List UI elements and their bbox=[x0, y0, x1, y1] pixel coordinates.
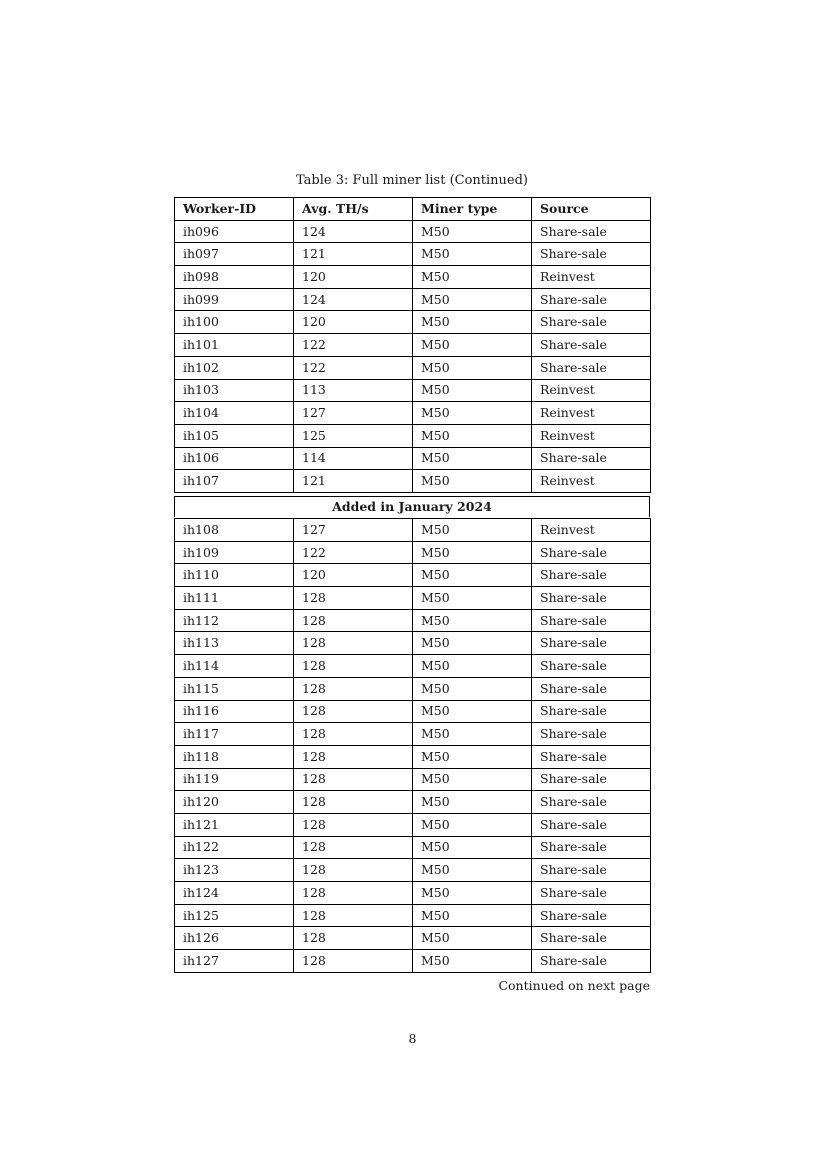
cell-avg-ths: 121 bbox=[294, 243, 413, 266]
cell-source: Share-sale bbox=[532, 836, 651, 859]
cell-source: Share-sale bbox=[532, 768, 651, 791]
cell-worker-id: ih107 bbox=[175, 470, 294, 493]
cell-source: Share-sale bbox=[532, 587, 651, 610]
table-caption: Table 3: Full miner list (Continued) bbox=[295, 173, 528, 188]
cell-miner-type: M50 bbox=[413, 632, 532, 655]
cell-worker-id: ih118 bbox=[175, 745, 294, 768]
cell-worker-id: ih100 bbox=[175, 311, 294, 334]
cell-worker-id: ih108 bbox=[175, 519, 294, 542]
table-row bbox=[175, 609, 651, 632]
cell-source: Reinvest bbox=[532, 519, 651, 542]
cell-worker-id: ih112 bbox=[175, 609, 294, 632]
cell-miner-type: M50 bbox=[413, 243, 532, 266]
table-row bbox=[175, 243, 651, 266]
table-row bbox=[175, 447, 651, 470]
table-row bbox=[175, 950, 651, 973]
cell-miner-type: M50 bbox=[413, 745, 532, 768]
table-row bbox=[175, 402, 651, 425]
cell-source: Share-sale bbox=[532, 541, 651, 564]
cell-miner-type: M50 bbox=[413, 655, 532, 678]
table-row bbox=[175, 700, 651, 723]
cell-source: Share-sale bbox=[532, 311, 651, 334]
cell-miner-type: M50 bbox=[413, 609, 532, 632]
cell-miner-type: M50 bbox=[413, 519, 532, 542]
cell-miner-type: M50 bbox=[413, 904, 532, 927]
table-body-top bbox=[175, 220, 651, 492]
table-row bbox=[175, 379, 651, 402]
cell-worker-id: ih096 bbox=[175, 220, 294, 243]
table-header-row bbox=[175, 198, 651, 221]
cell-miner-type: M50 bbox=[413, 356, 532, 379]
cell-avg-ths: 128 bbox=[294, 768, 413, 791]
cell-avg-ths: 127 bbox=[294, 402, 413, 425]
cell-worker-id: ih119 bbox=[175, 768, 294, 791]
cell-avg-ths: 128 bbox=[294, 609, 413, 632]
cell-miner-type: M50 bbox=[413, 266, 532, 289]
cell-source: Share-sale bbox=[532, 334, 651, 357]
cell-worker-id: ih106 bbox=[175, 447, 294, 470]
cell-worker-id: ih097 bbox=[175, 243, 294, 266]
cell-miner-type: M50 bbox=[413, 311, 532, 334]
cell-worker-id: ih110 bbox=[175, 564, 294, 587]
cell-miner-type: M50 bbox=[413, 379, 532, 402]
table-row bbox=[175, 677, 651, 700]
cell-miner-type: M50 bbox=[413, 541, 532, 564]
table-row bbox=[175, 655, 651, 678]
continued-note: Continued on next page bbox=[498, 978, 650, 993]
cell-worker-id: ih122 bbox=[175, 836, 294, 859]
cell-miner-type: M50 bbox=[413, 791, 532, 814]
cell-worker-id: ih126 bbox=[175, 927, 294, 950]
table-row bbox=[175, 587, 651, 610]
cell-worker-id: ih098 bbox=[175, 266, 294, 289]
cell-worker-id: ih102 bbox=[175, 356, 294, 379]
cell-avg-ths: 128 bbox=[294, 859, 413, 882]
table-row bbox=[175, 836, 651, 859]
section-heading: Added in January 2024 bbox=[174, 496, 650, 517]
cell-source: Share-sale bbox=[532, 447, 651, 470]
cell-source: Reinvest bbox=[532, 402, 651, 425]
cell-source: Share-sale bbox=[532, 723, 651, 746]
table-row bbox=[175, 564, 651, 587]
cell-source: Reinvest bbox=[532, 470, 651, 493]
cell-source: Share-sale bbox=[532, 655, 651, 678]
cell-avg-ths: 128 bbox=[294, 587, 413, 610]
cell-source: Share-sale bbox=[532, 632, 651, 655]
cell-miner-type: M50 bbox=[413, 768, 532, 791]
miner-table-bottom bbox=[174, 518, 651, 973]
cell-miner-type: M50 bbox=[413, 587, 532, 610]
table-row bbox=[175, 424, 651, 447]
cell-miner-type: M50 bbox=[413, 402, 532, 425]
cell-source: Share-sale bbox=[532, 927, 651, 950]
cell-miner-type: M50 bbox=[413, 677, 532, 700]
cell-avg-ths: 128 bbox=[294, 791, 413, 814]
cell-source: Share-sale bbox=[532, 859, 651, 882]
cell-miner-type: M50 bbox=[413, 700, 532, 723]
cell-miner-type: M50 bbox=[413, 470, 532, 493]
cell-avg-ths: 121 bbox=[294, 470, 413, 493]
table-row bbox=[175, 768, 651, 791]
table-row bbox=[175, 519, 651, 542]
cell-source: Share-sale bbox=[532, 609, 651, 632]
cell-avg-ths: 120 bbox=[294, 311, 413, 334]
cell-miner-type: M50 bbox=[413, 813, 532, 836]
cell-source: Share-sale bbox=[532, 813, 651, 836]
header-source: Source bbox=[532, 198, 651, 221]
cell-avg-ths: 128 bbox=[294, 904, 413, 927]
cell-miner-type: M50 bbox=[413, 564, 532, 587]
cell-worker-id: ih125 bbox=[175, 904, 294, 927]
table-row bbox=[175, 334, 651, 357]
cell-avg-ths: 128 bbox=[294, 700, 413, 723]
cell-worker-id: ih115 bbox=[175, 677, 294, 700]
cell-avg-ths: 128 bbox=[294, 677, 413, 700]
cell-worker-id: ih101 bbox=[175, 334, 294, 357]
table-row bbox=[175, 813, 651, 836]
cell-worker-id: ih103 bbox=[175, 379, 294, 402]
cell-miner-type: M50 bbox=[413, 424, 532, 447]
cell-avg-ths: 124 bbox=[294, 220, 413, 243]
cell-avg-ths: 122 bbox=[294, 356, 413, 379]
table-row bbox=[175, 288, 651, 311]
table-row bbox=[175, 266, 651, 289]
cell-avg-ths: 128 bbox=[294, 950, 413, 973]
cell-source: Share-sale bbox=[532, 700, 651, 723]
cell-source: Share-sale bbox=[532, 243, 651, 266]
header-miner-type: Miner type bbox=[413, 198, 532, 221]
table-row bbox=[175, 470, 651, 493]
cell-source: Share-sale bbox=[532, 904, 651, 927]
table-row bbox=[175, 723, 651, 746]
cell-miner-type: M50 bbox=[413, 288, 532, 311]
table-row bbox=[175, 882, 651, 905]
cell-source: Share-sale bbox=[532, 677, 651, 700]
cell-worker-id: ih109 bbox=[175, 541, 294, 564]
cell-miner-type: M50 bbox=[413, 927, 532, 950]
cell-source: Share-sale bbox=[532, 564, 651, 587]
cell-source: Share-sale bbox=[532, 356, 651, 379]
cell-source: Reinvest bbox=[532, 266, 651, 289]
cell-avg-ths: 120 bbox=[294, 266, 413, 289]
cell-avg-ths: 128 bbox=[294, 927, 413, 950]
cell-worker-id: ih124 bbox=[175, 882, 294, 905]
cell-miner-type: M50 bbox=[413, 723, 532, 746]
page-number: 8 bbox=[408, 1031, 417, 1046]
cell-worker-id: ih127 bbox=[175, 950, 294, 973]
table-body-bottom bbox=[175, 519, 651, 973]
cell-miner-type: M50 bbox=[413, 882, 532, 905]
cell-worker-id: ih116 bbox=[175, 700, 294, 723]
miner-table-top bbox=[174, 197, 651, 493]
cell-avg-ths: 113 bbox=[294, 379, 413, 402]
cell-source: Share-sale bbox=[532, 745, 651, 768]
cell-source: Share-sale bbox=[532, 882, 651, 905]
cell-avg-ths: 120 bbox=[294, 564, 413, 587]
cell-avg-ths: 122 bbox=[294, 541, 413, 564]
table-row bbox=[175, 541, 651, 564]
header-avg-ths: Avg. TH/s bbox=[294, 198, 413, 221]
table-row bbox=[175, 859, 651, 882]
table-row bbox=[175, 927, 651, 950]
cell-avg-ths: 122 bbox=[294, 334, 413, 357]
cell-worker-id: ih104 bbox=[175, 402, 294, 425]
header-worker-id: Worker-ID bbox=[175, 198, 294, 221]
cell-worker-id: ih105 bbox=[175, 424, 294, 447]
table-row bbox=[175, 632, 651, 655]
table-row bbox=[175, 791, 651, 814]
cell-miner-type: M50 bbox=[413, 950, 532, 973]
cell-worker-id: ih099 bbox=[175, 288, 294, 311]
cell-source: Share-sale bbox=[532, 288, 651, 311]
cell-avg-ths: 128 bbox=[294, 632, 413, 655]
cell-avg-ths: 128 bbox=[294, 882, 413, 905]
cell-source: Share-sale bbox=[532, 950, 651, 973]
cell-miner-type: M50 bbox=[413, 447, 532, 470]
cell-worker-id: ih121 bbox=[175, 813, 294, 836]
cell-worker-id: ih114 bbox=[175, 655, 294, 678]
cell-miner-type: M50 bbox=[413, 859, 532, 882]
cell-worker-id: ih117 bbox=[175, 723, 294, 746]
cell-avg-ths: 128 bbox=[294, 655, 413, 678]
cell-avg-ths: 114 bbox=[294, 447, 413, 470]
cell-avg-ths: 127 bbox=[294, 519, 413, 542]
cell-avg-ths: 124 bbox=[294, 288, 413, 311]
cell-worker-id: ih120 bbox=[175, 791, 294, 814]
table-row bbox=[175, 745, 651, 768]
table-row bbox=[175, 311, 651, 334]
cell-miner-type: M50 bbox=[413, 220, 532, 243]
cell-avg-ths: 128 bbox=[294, 723, 413, 746]
cell-source: Reinvest bbox=[532, 424, 651, 447]
cell-avg-ths: 125 bbox=[294, 424, 413, 447]
cell-avg-ths: 128 bbox=[294, 836, 413, 859]
table-row bbox=[175, 356, 651, 379]
cell-miner-type: M50 bbox=[413, 334, 532, 357]
cell-worker-id: ih123 bbox=[175, 859, 294, 882]
cell-source: Share-sale bbox=[532, 791, 651, 814]
cell-source: Reinvest bbox=[532, 379, 651, 402]
cell-worker-id: ih111 bbox=[175, 587, 294, 610]
cell-avg-ths: 128 bbox=[294, 813, 413, 836]
cell-source: Share-sale bbox=[532, 220, 651, 243]
cell-worker-id: ih113 bbox=[175, 632, 294, 655]
table-row bbox=[175, 220, 651, 243]
table-row bbox=[175, 904, 651, 927]
cell-miner-type: M50 bbox=[413, 836, 532, 859]
cell-avg-ths: 128 bbox=[294, 745, 413, 768]
